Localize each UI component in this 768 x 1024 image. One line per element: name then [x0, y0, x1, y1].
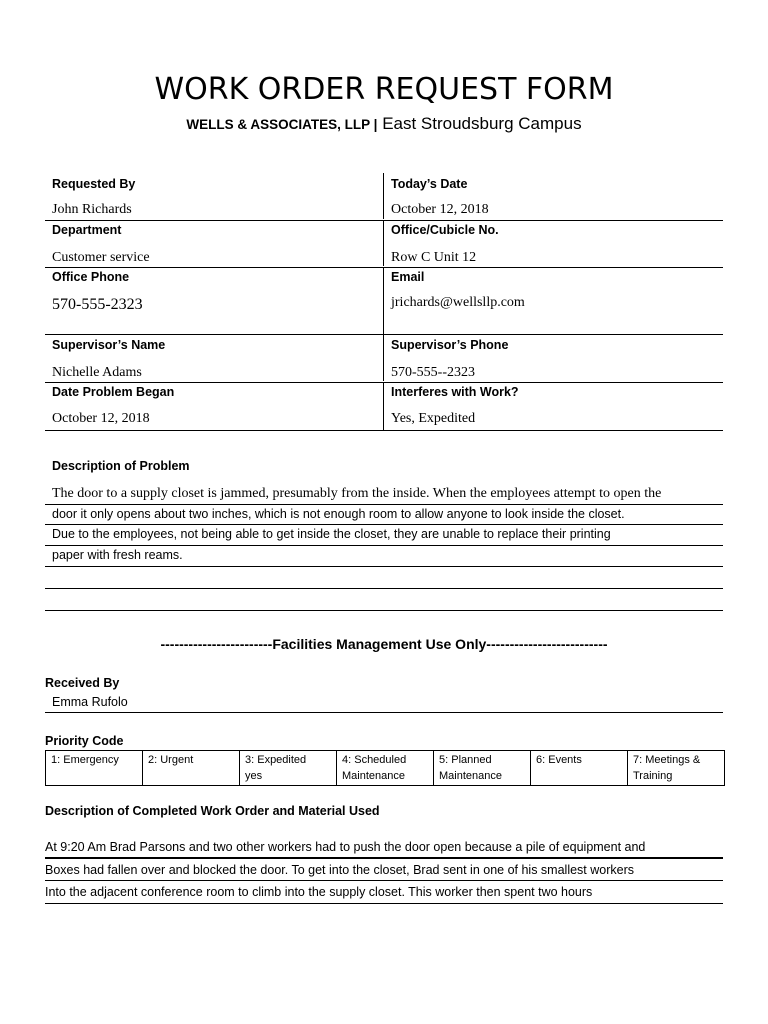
- rule-line: [45, 610, 723, 611]
- completed-work-label: Description of Completed Work Order and Material Used: [45, 804, 380, 818]
- supervisor-phone-label: Supervisor’s Phone: [391, 338, 509, 352]
- priority-option-sublabel: Maintenance: [439, 770, 502, 782]
- todays-date-label: Today’s Date: [391, 177, 468, 191]
- cell-supervisor-phone: [383, 335, 724, 381]
- divider: [45, 267, 723, 268]
- interferes-value: Yes, Expedited: [391, 411, 476, 426]
- office-phone-value: 570-555-2323: [52, 296, 143, 313]
- divider: [45, 334, 723, 335]
- rule-line: [45, 588, 723, 589]
- campus-name: East Stroudsburg Campus: [382, 114, 582, 133]
- priority-option-events: [531, 751, 628, 786]
- priority-option-meetings: [628, 751, 725, 786]
- cell-email: [383, 267, 724, 334]
- cell-todays-date: [383, 173, 724, 219]
- priority-option-scheduled: [337, 751, 434, 786]
- problem-line: The door to a supply closet is jammed, presumably from the inside. When the employees attempt to open the: [52, 486, 662, 501]
- received-by-label: Received By: [45, 676, 120, 690]
- problem-line: door it only opens about two inches, which is not enough room to allow anyone to look inside the closet.: [52, 507, 625, 521]
- cell-interferes: [383, 382, 724, 430]
- firm-name: WELLS & ASSOCIATES, LLP |: [186, 117, 378, 132]
- office-phone-label: Office Phone: [52, 270, 130, 284]
- cell-supervisor-name: [45, 335, 383, 381]
- problem-line: Due to the employees, not being able to get inside the closet, they are unable to replace their printing: [52, 527, 611, 541]
- facilities-heading: ------------------------Facilities Management Use Only--------------------------: [160, 636, 608, 652]
- problem-line: paper with fresh reams.: [52, 548, 183, 562]
- cell-date-began: [45, 382, 383, 430]
- priority-code-table: [45, 750, 725, 786]
- cell-office: [383, 220, 724, 266]
- form-title: WORK ORDER REQUEST FORM: [154, 72, 614, 107]
- priority-option-label: 6: Events: [536, 754, 582, 766]
- supervisor-phone-value: 570-555--2323: [391, 365, 475, 380]
- divider: [45, 430, 723, 431]
- email-value: jrichards@wellsllp.com: [391, 295, 525, 310]
- priority-option-label: 5: Planned: [439, 754, 492, 766]
- email-label: Email: [391, 270, 425, 284]
- rule-line: [45, 712, 723, 713]
- priority-option-label: 3: Expedited: [245, 754, 307, 766]
- priority-row: [46, 751, 725, 786]
- completed-work-line: Boxes had fallen over and blocked the door. To get into the closet, Brad sent in one of his smallest workers: [45, 863, 635, 877]
- row-department: [45, 220, 723, 266]
- supervisor-name-value: Nichelle Adams: [52, 365, 142, 380]
- rule-line: [45, 566, 723, 567]
- priority-option-planned: [434, 751, 531, 786]
- rule-line: [45, 524, 723, 525]
- todays-date-value: October 12, 2018: [391, 202, 489, 217]
- date-began-label: Date Problem Began: [52, 385, 175, 399]
- priority-option-sublabel: Training: [633, 770, 673, 782]
- priority-option-label: 1: Emergency: [51, 754, 119, 766]
- cell-office-phone: [45, 267, 383, 334]
- office-label: Office/Cubicle No.: [391, 223, 499, 237]
- requested-by-value: John Richards: [52, 202, 132, 217]
- row-supervisor: [45, 335, 723, 381]
- priority-option-sublabel: Maintenance: [342, 770, 405, 782]
- row-requested-by: [45, 173, 723, 219]
- priority-code-label: Priority Code: [45, 734, 124, 748]
- divider: [45, 382, 723, 383]
- divider: [45, 220, 723, 221]
- department-value: Customer service: [52, 250, 150, 265]
- priority-option-label: 2: Urgent: [148, 754, 194, 766]
- cell-department: [45, 220, 383, 266]
- rule-line: [45, 903, 723, 904]
- row-date-began: [45, 382, 723, 430]
- supervisor-name-label: Supervisor’s Name: [52, 338, 166, 352]
- rule-line: [45, 857, 723, 859]
- rule-line: [45, 545, 723, 546]
- row-office-phone: [45, 267, 723, 334]
- rule-line: [45, 880, 723, 881]
- date-began-value: October 12, 2018: [52, 411, 150, 426]
- rule-line: [45, 504, 723, 505]
- priority-option-label: 7: Meetings &: [633, 754, 701, 766]
- priority-option-urgent: [143, 751, 240, 786]
- priority-option-emergency: [46, 751, 143, 786]
- office-value: Row C Unit 12: [391, 250, 477, 265]
- priority-option-label: 4: Scheduled: [342, 754, 407, 766]
- department-label: Department: [52, 223, 122, 237]
- cell-requested-by: [45, 173, 383, 219]
- problem-label: Description of Problem: [52, 459, 190, 473]
- form-subtitle: [0, 114, 768, 134]
- completed-work-line: Into the adjacent conference room to climb into the supply closet. This worker then spent two hours: [45, 885, 593, 899]
- priority-option-sublabel: yes: [245, 770, 263, 782]
- completed-work-line: At 9:20 Am Brad Parsons and two other workers had to push the door open because a pile of equipment and: [45, 840, 646, 854]
- interferes-label: Interferes with Work?: [391, 385, 519, 399]
- requested-by-label: Requested By: [52, 177, 136, 191]
- received-by-value: Emma Rufolo: [52, 695, 128, 709]
- priority-option-expedited: [240, 751, 337, 786]
